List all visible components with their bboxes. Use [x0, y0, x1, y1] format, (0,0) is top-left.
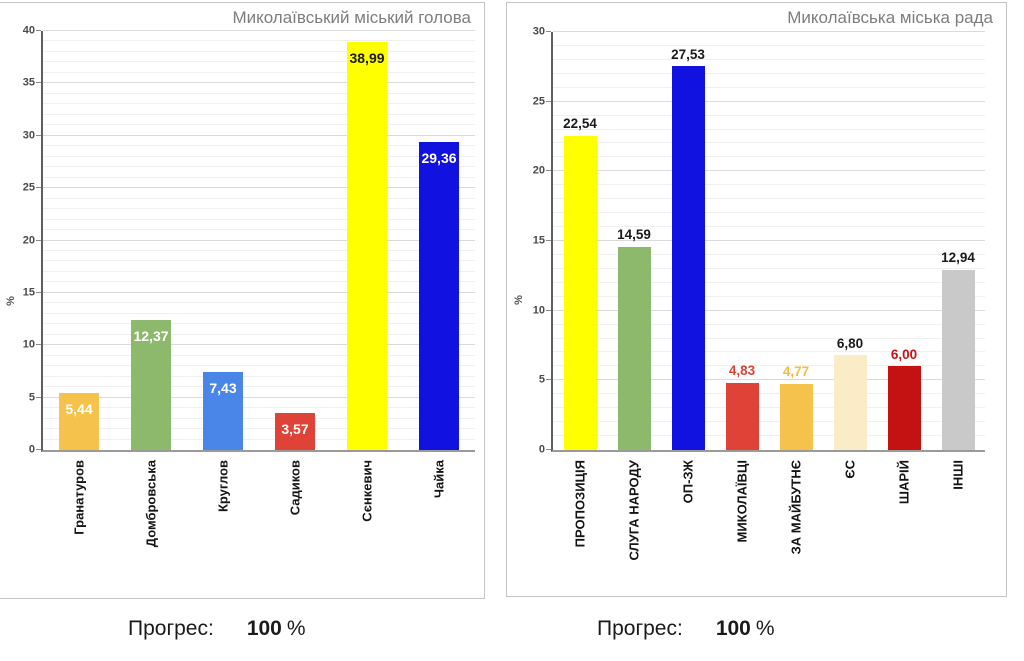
y-tick-label: 20 — [532, 164, 545, 177]
category-label: СЛУГА НАРОДУ — [626, 460, 642, 561]
bar-slot — [259, 31, 331, 516]
y-tick-label: 30 — [532, 25, 545, 38]
bar-value-label: 6,00 — [890, 346, 918, 362]
bar-value-label: 22,54 — [563, 116, 597, 132]
bar-series — [553, 32, 985, 561]
bar-value-label: 29,36 — [421, 150, 457, 167]
y-tick-mark — [546, 101, 551, 102]
y-tick-label: 40 — [22, 24, 35, 37]
category-label: ЄС — [842, 460, 858, 479]
bar-value-label: 7,43 — [209, 380, 237, 397]
bar-Круглов — [203, 372, 243, 513]
y-tick-label: 10 — [22, 338, 35, 351]
progress-unit: % — [286, 617, 306, 640]
bar-Гранатуров — [59, 393, 99, 535]
bar-slot — [877, 32, 931, 505]
bar-value-label: 14,59 — [617, 227, 651, 243]
bar-ЄС — [834, 335, 867, 479]
y-tick-mark — [546, 379, 551, 380]
y-tick-label: 5 — [538, 373, 545, 386]
bar-slot — [187, 31, 259, 513]
y-tick-label: 15 — [532, 234, 545, 247]
progress-label: Прогрес: — [128, 617, 214, 640]
progress-value: 100 — [246, 617, 282, 640]
chart-plot-area — [532, 25, 985, 561]
bar-ШАРІЙ — [888, 346, 921, 505]
category-label: Сєнкевич — [359, 460, 375, 522]
y-tick-mark — [546, 310, 551, 311]
y-tick-mark — [36, 30, 41, 31]
bar-value-label: 27,53 — [671, 46, 705, 62]
y-tick-label: 20 — [22, 234, 35, 246]
y-tick-mark — [36, 187, 41, 188]
y-tick-label: 25 — [532, 95, 545, 108]
y-tick-mark — [36, 397, 41, 398]
bar-Чайка — [419, 142, 459, 499]
y-tick-mark — [546, 31, 551, 32]
chart-title: Миколаївський міський голова — [232, 8, 471, 27]
progress-unit: % — [755, 617, 775, 640]
bar-slot — [115, 31, 187, 548]
bar-value-label: 3,57 — [281, 420, 309, 437]
progress-label: Прогрес: — [597, 617, 683, 640]
y-tick-mark — [36, 344, 41, 345]
bar-МИКОЛАЇВЦІ — [726, 363, 759, 543]
progress-value: 100 — [715, 617, 751, 640]
y-tick-mark — [546, 449, 551, 450]
y-tick-label: 30 — [22, 129, 35, 142]
progress-indicator-right — [597, 617, 775, 641]
bar-ЗА МАЙБУТНЄ — [780, 364, 813, 555]
y-tick-mark — [36, 135, 41, 136]
y-tick-mark — [36, 449, 41, 450]
bar-series — [43, 31, 475, 548]
bar-Садиков — [275, 413, 315, 516]
bar-slot — [607, 32, 661, 561]
category-label: Чайка — [431, 460, 447, 499]
bar-slot — [331, 31, 403, 522]
category-label: Домбровська — [143, 460, 159, 548]
y-tick-label: 10 — [532, 304, 545, 317]
council-chart-panel — [506, 2, 1007, 597]
category-label: ШАРІЙ — [896, 460, 912, 505]
y-axis-label: % — [5, 295, 17, 306]
category-label: Круглов — [215, 460, 231, 513]
bar-value-label: 12,37 — [133, 328, 169, 345]
bar-value-label: 4,83 — [728, 363, 756, 379]
bar-СЛУГА НАРОДУ — [617, 227, 651, 561]
chart-title: Миколаївська міська рада — [787, 8, 993, 27]
chart-plot-area — [22, 24, 475, 548]
bar-ПРОПОЗИЦІЯ — [563, 116, 597, 548]
category-label: ПРОПОЗИЦІЯ — [572, 460, 588, 548]
category-label: МИКОЛАЇВЦІ — [734, 460, 750, 543]
bar-slot — [661, 32, 715, 504]
y-tick-label: 25 — [22, 181, 35, 194]
category-label: Садиков — [287, 460, 303, 516]
bar-value-label: 12,94 — [941, 250, 975, 266]
y-tick-label: 5 — [28, 391, 35, 404]
bar-slot — [769, 32, 823, 555]
bar-slot — [931, 32, 985, 490]
bar-value-label: 5,44 — [65, 401, 93, 418]
y-tick-label: 0 — [538, 443, 545, 456]
bar-ІНШІ — [941, 250, 975, 490]
category-label: ОП-ЗЖ — [680, 460, 696, 504]
mayor-chart-panel — [0, 2, 485, 599]
category-label: ЗА МАЙБУТНЄ — [788, 460, 804, 555]
bar-slot — [403, 31, 475, 499]
y-tick-label: 15 — [22, 286, 35, 299]
bar-value-label: 6,80 — [836, 335, 864, 351]
y-tick-mark — [546, 240, 551, 241]
bar-value-label: 4,77 — [782, 364, 810, 380]
category-label: ІНШІ — [950, 460, 966, 490]
bar-slot — [43, 31, 115, 535]
bar-Сєнкевич — [347, 42, 387, 522]
bar-slot — [553, 32, 607, 548]
y-tick-mark — [36, 240, 41, 241]
bar-Домбровська — [131, 320, 171, 548]
bar-value-label: 38,99 — [349, 49, 385, 66]
y-tick-label: 0 — [28, 443, 35, 456]
y-tick-mark — [36, 292, 41, 293]
y-tick-label: 35 — [22, 76, 35, 89]
y-axis-label: % — [513, 294, 525, 305]
progress-indicator-left — [128, 617, 306, 641]
bar-slot — [823, 32, 877, 479]
bar-ОП-ЗЖ — [671, 46, 705, 504]
y-tick-mark — [36, 82, 41, 83]
y-tick-mark — [546, 170, 551, 171]
category-label: Гранатуров — [71, 460, 87, 535]
bar-slot — [715, 32, 769, 543]
